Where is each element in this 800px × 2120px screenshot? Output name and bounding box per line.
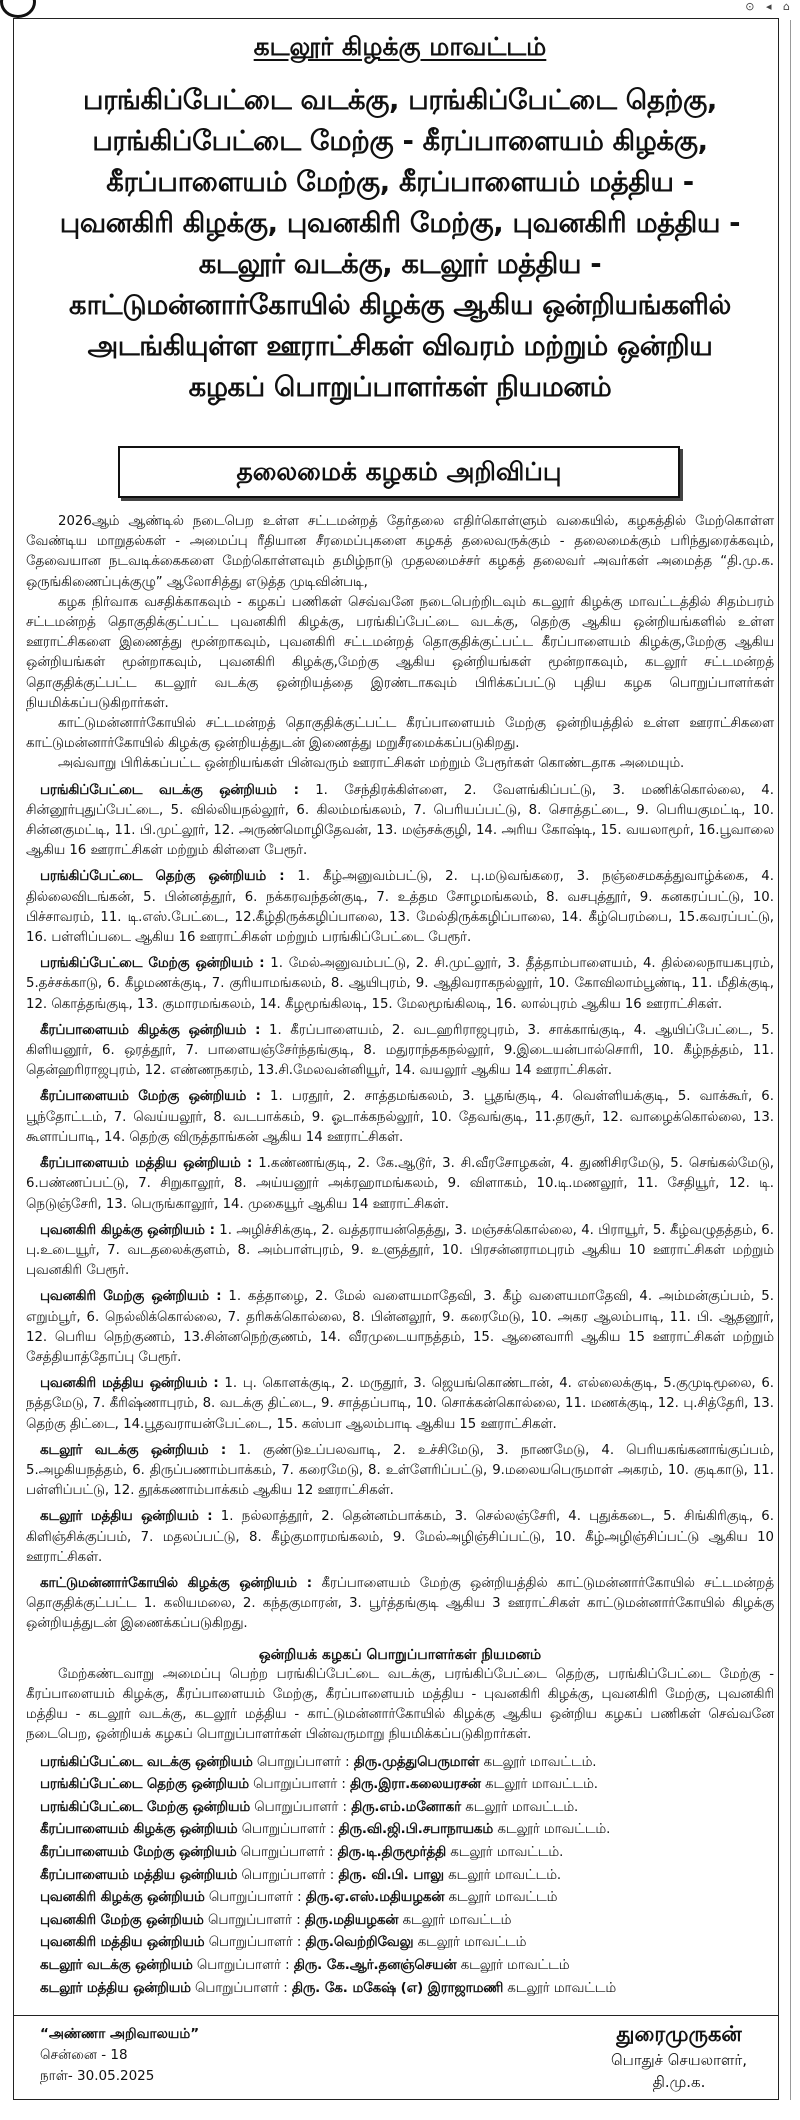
union-name: கடலூர் மத்திய ஒன்றியம் : — [40, 1509, 213, 1525]
appointment-union: கடலூர் மத்திய ஒன்றியம் — [40, 1980, 191, 1996]
headline-line: அடங்கியுள்ள ஊராட்சிகள் விவரம் மற்றும் ஒன்றிய — [87, 330, 713, 362]
union-name: பரங்கிப்பேட்டை மேற்கு ஒன்றியம் : — [40, 956, 265, 972]
appointment-union: பரங்கிப்பேட்டை மேற்கு ஒன்றியம் — [40, 1799, 251, 1815]
appointment-union: பரங்கிப்பேட்டை வடக்கு ஒன்றியம் — [40, 1754, 253, 1770]
union-villages: 1. குண்டுஉப்பலவாடி, 2. உச்சிமேடு, 3. நாணமேடு, 4. பெரியகங்கனாங்குப்பம், 5.அழகியநத்தம், 6. திருப்பணாம்பாக்கம், 7. கரைமேடு, 8. உள்ளேரிப்பட்டு, 9.மலையபெருமாள் அகரம், 10. குடிகாடு, 11. பள்ளிப்பட்டு, 12. தூக்கணாம்பாக்கம் ஆகிய 12 ஊராட்சிகள். — [26, 1442, 774, 1499]
headline-line: கடலூர் வடக்கு, கடலூர் மத்திய - — [198, 248, 602, 280]
office-name: “அண்ணா அறிவாலயம்” — [40, 2026, 200, 2042]
union-villages: 1. மேல்அனுவம்பட்டு, 2. சி.முட்லூர், 3. தீத்தாம்பாளையம், 4. தில்லைநாயகபுரம், 5.தச்சக்காடு, 6. கீழமணக்குடி, 7. குரியாமங்கலம், 8. ஆயிபுரம், 9. ஆதிவராகநல்லூர், 10. கோவிலாம்பூண்டி, 11. மீதிக்குடி, 12. கொத்தங்குடி, 13. குமாரமங்கலம், 14. கீழமூங்கிலடி, 15. மேலமூங்கிலடி, 16. லால்புரம் ஆகிய 16 ஊராட்சிகள். — [26, 956, 774, 1012]
appointee-name: திரு.மதியழகன் — [304, 1912, 399, 1928]
page-top-strip — [0, 0, 800, 14]
union-villages: 1. நல்லாத்தூர், 2. தென்னம்பாக்கம், 3. செல்லஞ்சேரி, 4. புதுக்கடை, 5. சிங்கிரிகுடி, 6. கிளிஞ்சிக்குப்பம், 7. மதலப்பட்டு, 8. கீழ்குமாரமங்கலம், 9. மேல்அழிஞ்சிப்பட்டு, 10. கீழ்அழிஞ்சிப்பட்டு ஆகிய 10 ஊராட்சிகள். — [26, 1509, 774, 1565]
union-villages: 1. பரதூர், 2. சாத்தமங்கலம், 3. பூதங்குடி, 4. வெள்ளியக்குடி, 5. வாக்கூர், 6. பூந்தோட்டம், 7. வெய்யலூர், 8. வடபாக்கம், 9. ஓடாக்கநல்லூர், 10. தேவங்குடி, 11.தரசூர், 12. வாழைக்கொல்லை, 13. கூளாப்பாடி, 14. தெற்கு விருத்தாங்கன் ஆகிய 14 ஊராட்சிகள். — [26, 1089, 774, 1145]
appointment-union: கடலூர் வடக்கு ஒன்றியம் — [40, 1957, 193, 1973]
appointment-row — [26, 1752, 774, 1775]
appointee-name: திரு.வி.ஜி.பி.சபாநாயகம் — [338, 1822, 494, 1838]
appointment-role: பொறுப்பாளர் : — [204, 1935, 306, 1951]
union-name: புவனகிரி மேற்கு ஒன்றியம் : — [40, 1289, 222, 1305]
appointment-place: கடலூர் மாவட்டம் — [413, 1935, 527, 1951]
union-villages: 1. சேந்திரக்கிள்ளை, 2. வேளங்கிப்பட்டு, 3. மணிக்கொல்லை, 4. சின்னூர்புதுப்பேட்டை, 5. வில்லியநல்லூர், 6. கிலம்மங்கலம், 7. பெரியப்பட்டு, 8. சொத்தட்டை, 9. பெரியகுமட்டி, 10. சின்னகுமட்டி, 11. பி.முட்லூர், 12. அருண்மொழிதேவன், 13. மஞ்சக்குழி, 14. அரிய கோஷ்டி, 15. வயலாமூர், 16.பூவாலை ஆகிய 16 ஊராட்சிகள் மற்றும் கிள்ளை பேரூர். — [26, 782, 774, 859]
union-villages: 1. பு. கொளக்குடி, 2. மருதூர், 3. ஜெயங்கொண்டான், 4. எல்லைக்குடி, 5.குமுடிமூலை, 6. நத்தமேடு, 7. கீரிஷ்ணாபுரம், 8. வடக்கு திட்டை, 9. சாத்தப்பாடி, 10. சொக்கன்கொல்லை, 11. மணக்குடி, 12. பு.சித்தேரி, 13. தெற்கு திட்டை, 14.பூதவராயன்பேட்டை, 15. கஸ்பா ஆலம்பாடி ஆகிய 15 ஊராட்சிகள். — [26, 1376, 774, 1432]
signatory-title: பொதுச் செயலாளர், — [610, 2051, 748, 2069]
union-villages: 1. அழிச்சிக்குடி, 2. வத்தராயன்தெத்து, 3. மஞ்சக்கொல்லை, 4. பிராயூர், 5. கீழ்வழுதத்தம், 6. பு.உடையூர், 7. வடதலைக்குளம், 8. அம்பாள்புரம், 9. உளுத்தூர், 10. பிரசன்னராமபுரம் ஆகிய 10 ஊராட்சிகள் மற்றும் புவனகிரி பேரூர். — [26, 1222, 774, 1279]
appointment-place: கடலூர் மாவட்டம். — [446, 1844, 564, 1860]
appointment-place: கடலூர் மாவட்டம். — [443, 1867, 562, 1883]
appointee-name: திரு. வி.பி. பாலு — [338, 1867, 444, 1883]
appointment-place: கடலூர் மாவட்டம். — [480, 1777, 599, 1793]
top-right-icons: ⊙ ◂ ⌂ — [745, 0, 794, 13]
appointment-role: பொறுப்பாளர் : — [237, 1822, 339, 1838]
appointment-place: கடலூர் மாவட்டம். — [479, 1754, 597, 1770]
union-name: பரங்கிப்பேட்டை வடக்கு ஒன்றியம் : — [40, 782, 299, 798]
union-entry — [26, 867, 774, 948]
appointment-row — [26, 1797, 774, 1820]
appointee-name: திரு.இரா.கலையரசன் — [350, 1777, 481, 1793]
appointment-union: கீரப்பாளையம் மத்திய ஒன்றியம் — [40, 1867, 238, 1883]
appointment-union: புவனகிரி மத்திய ஒன்றியம் — [40, 1935, 205, 1951]
appointment-role: பொறுப்பாளர் : — [236, 1844, 338, 1860]
appointment-place: கடலூர் மாவட்டம். — [461, 1799, 579, 1815]
appointment-place: கடலூர் மாவட்டம் — [503, 1980, 617, 1996]
district-title: கடலூர் கிழக்கு மாவட்டம் — [253, 32, 547, 61]
appointment-place: கடலூர் மாவட்டம். — [493, 1822, 611, 1838]
appointment-row — [26, 1865, 774, 1888]
appointee-name: திரு.டி.திருமூர்த்தி — [337, 1844, 447, 1860]
appointee-name: திரு. கே.ஆர்.தனஞ்செயன் — [293, 1957, 457, 1973]
union-name: கீரப்பாளையம் மத்திய ஒன்றியம் : — [40, 1156, 253, 1172]
union-villages: கீரப்பாளையம் மேற்கு ஒன்றியத்தில் காட்டுமன்னார்கோயில் சட்டமன்றத் தொகுதிக்குட்பட்ட 1. கலியமலை, 2. கந்தகுமாரன், 3. பூர்த்தங்குடி ஆகிய 3 ஊராட்சிகள் காட்டுமன்னார்கோயில் கிழக்கு ஒன்றியத்துடன் இணைக்கப்படுகிறது. — [26, 1575, 774, 1632]
intro-paragraph: அவ்வாறு பிரிக்கப்பட்ட ஒன்றியங்கள் பின்வரும் ஊராட்சிகள் மற்றும் பேரூர்கள் கொண்டதாக அமையும். — [58, 756, 685, 772]
appointment-union: கீரப்பாளையம் கிழக்கு ஒன்றியம் — [40, 1822, 238, 1838]
appointment-row — [26, 1978, 774, 2001]
appointment-role: பொறுப்பாளர் : — [248, 1777, 351, 1793]
union-entry — [26, 781, 774, 862]
appointment-role: பொறுப்பாளர் : — [192, 1957, 294, 1973]
appointment-row — [26, 1842, 774, 1865]
appointment-role: பொறுப்பாளர் : — [190, 1980, 292, 1996]
union-entry — [26, 1374, 774, 1435]
appointment-role: பொறுப்பாளர் : — [250, 1799, 352, 1815]
appointee-name: திரு.வெற்றிவேலு — [305, 1935, 414, 1951]
office-city: சென்னை - 18 — [40, 2047, 128, 2063]
union-name: பரங்கிப்பேட்டை தெற்கு ஒன்றியம் : — [40, 869, 285, 885]
appointee-name: திரு.எம்.மனோகர் — [351, 1799, 462, 1815]
headline — [26, 80, 774, 408]
headline-line: பரங்கிப்பேட்டை மேற்கு - கீரப்பாளையம் கிழக்கு, — [92, 125, 708, 157]
appointment-role: பொறுப்பாளர் : — [203, 1912, 305, 1928]
appointee-name: திரு.முத்துபெருமாள் — [353, 1754, 480, 1770]
appointment-role: பொறுப்பாளர் : — [237, 1867, 339, 1883]
notice-date: நாள்- 30.05.2025 — [40, 2068, 155, 2084]
union-name: கடலூர் வடக்கு ஒன்றியம் : — [40, 1442, 227, 1458]
appointments-intro: மேற்கண்டவாறு அமைப்பு பெற்ற பரங்கிப்பேட்டை வடக்கு, பரங்கிப்பேட்டை தெற்கு, பரங்கிப்பேட்டை மேற்கு - கீரப்பாளையம் கிழக்கு, கீரப்பாளையம் மேற்கு, கீரப்பாளையம் மத்திய - புவனகிரி கிழக்கு, புவனகிரி மேற்கு, புவனகிரி மத்திய - கடலூர் வடக்கு, கடலூர் மத்திய - காட்டுமன்னார்கோயில் கிழக்கு ஆகிய ஒன்றிய கழகப் பணிகள் செவ்வனே நடைபெற, ஒன்றியக் கழகப் பொறுப்பாளர்கள் பின்வருமாறு நியமிக்கப்படுகிறார்கள். — [26, 1666, 774, 1743]
union-name: கீரப்பாளையம் கிழக்கு ஒன்றியம் : — [40, 1022, 261, 1038]
appointment-place: கடலூர் மாவட்டம் — [444, 1890, 558, 1906]
union-name: புவனகிரி மத்திய ஒன்றியம் : — [40, 1376, 219, 1392]
union-entry — [26, 1507, 774, 1568]
page-number-badge — [0, 0, 36, 18]
headline-line: புவனகிரி கிழக்கு, புவனகிரி மேற்கு, புவனகிரி மத்திய - — [59, 207, 741, 239]
announcement-title-box — [118, 446, 680, 498]
union-entry — [26, 1574, 774, 1635]
appointments-heading: ஒன்றியக் கழகப் பொறுப்பாளர்கள் நியமனம் — [258, 1646, 542, 1663]
union-villages: 1. கத்தாழை, 2. மேல் வளையமாதேவி, 3. கீழ் வளையமாதேவி, 4. அம்மன்குப்பம், 5. எறும்பூர், 6. நெல்லிக்கொல்லை, 7. தரிசுக்கொல்லை, 8. பின்னலூர், 9. கரைமேடு, 10. அகர ஆலம்பாடி, 11. பி. ஆதனூர், 12. பெரிய நெற்குணம், 13.சின்னநெற்குணம், 14. வீரமுடையாநத்தம், 15. ஆனைவாரி ஆகிய 15 ஊராட்சிகள் மற்றும் சேத்தியாத்தோப்பு பேரூர். — [26, 1289, 774, 1365]
headline-line: காட்டுமன்னார்கோயில் கிழக்கு ஆகிய ஒன்றியங்களில் — [69, 289, 731, 321]
union-entry — [26, 1154, 774, 1215]
headline-line: கழகப் பொறுப்பாளர்கள் நியமனம் — [188, 371, 612, 403]
union-villages: 1.கண்ணங்குடி, 2. கே.ஆடூர், 3. சி.வீரசோழகன், 4. துணிசிரமேடு, 5. செங்கல்மேடு, 6.பண்ணப்பட்டு, 7. சிறுகாலூர், 8. அய்யனூர் அக்ரஹாமங்கலம், 9. விளாகம், 10.டி.மணலூர், 11. சேதியூர், 12. டி. நெடுஞ்சேரி, 13. பெருங்காலூர், 14. முகையூர் ஆகிய 14 ஊராட்சிகள். — [26, 1156, 775, 1212]
headline-line: பரங்கிப்பேட்டை வடக்கு, பரங்கிப்பேட்டை தெற்கு, — [83, 84, 717, 116]
intro-paragraph: 2026ஆம் ஆண்டில் நடைபெற உள்ள சட்டமன்றத் தேர்தலை எதிர்கொள்ளும் வகையில், கழகத்தில் மேற்கொள்ள வேண்டிய மாறுதல்கள் - அமைப்பு ரீதியான சீரமைப்புகளை கழகத் தலைவருக்கும் - தலைமைக்கும் பரிந்துரைக்கவும், தேவையான நடவடிக்கைகளை மேற்கொள்ளவும் தமிழ்நாடு முதலமைச்சர் கழகத் தலைவர் அவர்கள் அமைத்த “தி.மு.க. ஒருங்கிணைப்புக்குழு” ஆலோசித்து எடுத்த முடிவின்படி, — [26, 514, 774, 590]
union-entry — [26, 1441, 774, 1502]
appointment-row — [26, 1774, 774, 1797]
footer-office-block — [40, 2024, 199, 2087]
intro-paragraph: காட்டுமன்னார்கோயில் சட்டமன்றத் தொகுதிக்குட்பட்ட கீரப்பாளையம் மேற்கு ஒன்றியத்தில் உள்ள ஊராட்சிகளை காட்டுமன்னார்கோயில் கிழக்கு ஒன்றியத்துடன் இணைத்து மறுசீரமைக்கப்படுகிறது. — [26, 716, 774, 752]
adjacent-column-edge — [790, 20, 800, 2100]
appointment-union: கீரப்பாளையம் மேற்கு ஒன்றியம் — [40, 1844, 237, 1860]
union-entry — [26, 1221, 774, 1282]
appointment-union: புவனகிரி மேற்கு ஒன்றியம் — [40, 1912, 204, 1928]
appointment-union: புவனகிரி கிழக்கு ஒன்றியம் — [40, 1890, 205, 1906]
footer-divider — [13, 2015, 779, 2016]
appointment-role: பொறுப்பாளர் : — [252, 1754, 354, 1770]
headline-line: கீரப்பாளையம் மேற்கு, கீரப்பாளையம் மத்திய - — [106, 166, 694, 198]
appointee-name: திரு.ஏ.எஸ்.மதியழகன் — [305, 1890, 445, 1906]
union-entry — [26, 954, 774, 1015]
union-villages: 1. கீழ்அனுவம்பட்டு, 2. பு.மடுவங்கரை, 3. நஞ்சைமகத்துவாழ்க்கை, 4. தில்லைவிடங்கன், 5. பின்னத்தூர், 6. நக்கரவந்தன்குடி, 7. உத்தம சோழமங்கலம், 8. வசபுத்தூர், 9. கனகரப்பட்டு, 10. பிச்சாவரம், 11. டி.எஸ்.பேட்டை, 12.கீழ்திருக்கழிப்பாலை, 13. மேல்திருக்கழிப்பாலை, 14. கீழ்பெரம்பை, 15.கவரப்பட்டு, 16. பள்ளிப்படை ஆகிய 16 ஊராட்சிகள் மற்றும் பரங்கிப்பேட்டை பேரூர். — [26, 869, 774, 946]
appointment-row — [26, 1932, 774, 1955]
appointment-row — [26, 1955, 774, 1978]
appointment-row — [26, 1910, 774, 1933]
signatory-name: துரைமுருகன் — [616, 2022, 742, 2046]
appointment-union: பரங்கிப்பேட்டை தெற்கு ஒன்றியம் — [40, 1777, 249, 1793]
appointment-row — [26, 1819, 774, 1842]
appointment-role: பொறுப்பாளர் : — [204, 1890, 306, 1906]
union-name: காட்டுமன்னார்கோயில் கிழக்கு ஒன்றியம் : — [40, 1575, 313, 1591]
appointment-place: கடலூர் மாவட்டம் — [456, 1957, 570, 1973]
union-entry — [26, 1087, 774, 1148]
announcement-title: தலைமைக் கழகம் அறிவிப்பு — [236, 457, 562, 486]
union-villages: 1. கீரப்பாளையம், 2. வடஹரிராஜபுரம், 3. சாக்காங்குடி, 4. ஆயிப்பேட்டை, 5. கிளியனூர், 6. ஒரத்தூர், 7. பாளையஞ்சேர்ந்தங்குடி, 8. மதுராந்தகநல்லூர், 9.இடையன்பால்சொரி, 10. கீழ்நத்தம், 11. தென்ஹரிராஜபுரம், 12. எண்ணநகரம், 13.சி.மேலவன்னியூர், 14. வயலூர் ஆகிய 14 ஊராட்சிகள். — [26, 1022, 774, 1079]
union-name: கீரப்பாளையம் மேற்கு ஒன்றியம் : — [40, 1089, 261, 1105]
appointee-name: திரு. கே. மகேஷ் (எ) இராஜாமணி — [291, 1980, 504, 1996]
intro-paragraph: கழக நிர்வாக வசதிக்காகவும் - கழகப் பணிகள் செவ்வனே நடைபெற்றிடவும் கடலூர் கிழக்கு மாவட்டத்தில் சிதம்பரம் சட்டமன்றத் தொகுதிக்குட்பட்ட புவனகிரி கிழக்கு, பரங்கிப்பேட்டை வடக்கு, தெற்கு ஆகிய ஒன்றியங்களில் உள்ள ஊராட்சிகளை இணைத்து மூன்றாகவும், புவனகிரி சட்டமன்றத் தொகுதிக்குட்பட்ட கீரப்பாளையம் கிழக்கு,மேற்கு ஆகிய ஒன்றியங்கள் மூன்றாகவும், புவனகிரி கிழக்கு,மேற்கு ஆகிய ஒன்றியங்கள் மூன்றாகவும், கடலூர் சட்டமன்றத் தொகுதிக்குட்பட்ட கடலூர் வடக்கு ஒன்றியத்தை இரண்டாகவும் பிரிக்கப்பட்டு புதிய கழக பொறுப்பாளர்கள் நியமிக்கப்படுகிறார்கள். — [26, 594, 774, 711]
appointment-place: கடலூர் மாவட்டம் — [398, 1912, 512, 1928]
notice-body — [26, 512, 774, 2000]
party-name: தி.மு.க. — [652, 2073, 706, 2091]
appointment-row — [26, 1887, 774, 1910]
signature-block — [594, 2022, 764, 2093]
appointments-list — [26, 1752, 774, 2001]
union-entry — [26, 1021, 774, 1082]
union-name: புவனகிரி கிழக்கு ஒன்றியம் : — [40, 1222, 215, 1238]
union-entry — [26, 1287, 774, 1368]
